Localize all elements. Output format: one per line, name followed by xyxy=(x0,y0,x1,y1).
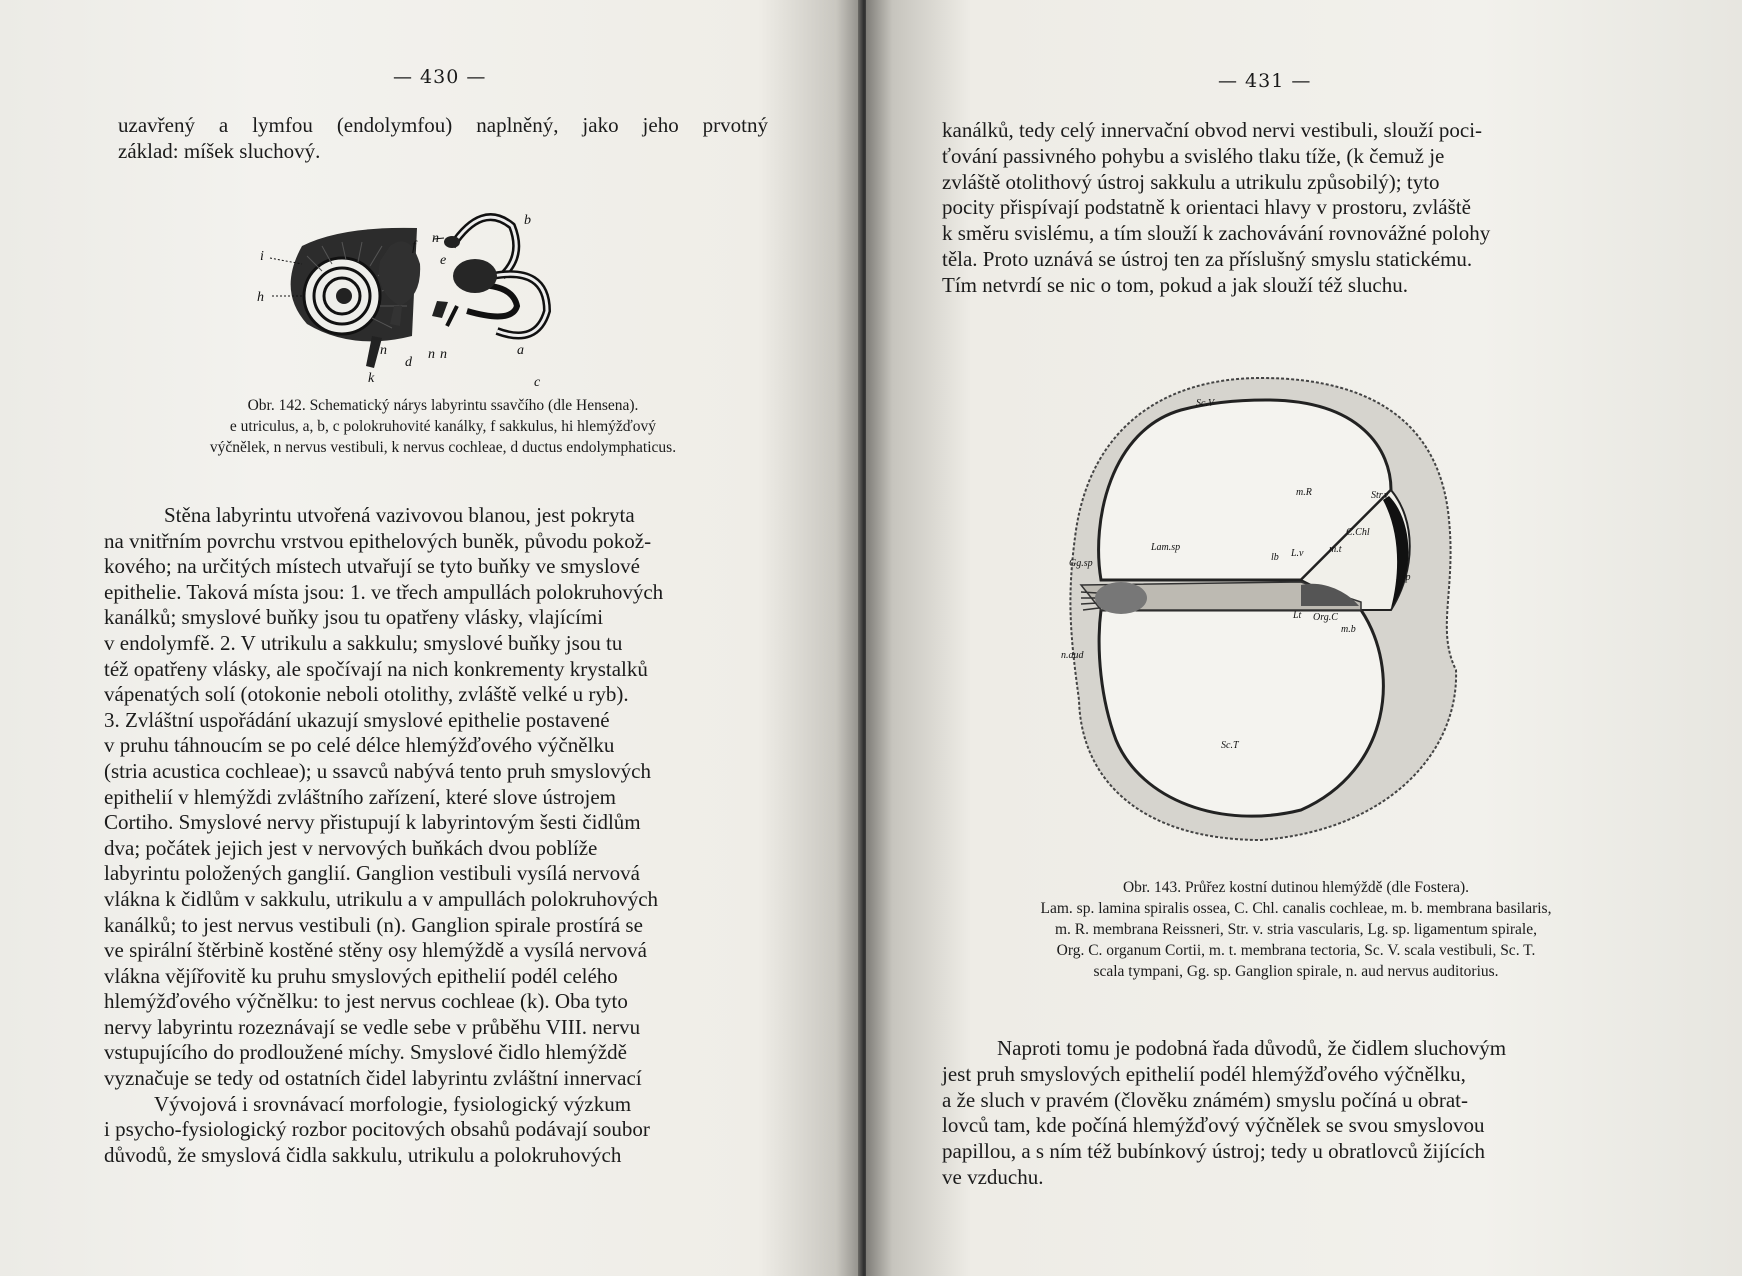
page-number: — 431 — xyxy=(1218,70,1312,92)
body-paragraph xyxy=(942,1036,1602,1191)
text-line: Naproti tomu je podobná řada důvodů, že čidlem sluchovým xyxy=(997,1036,1507,1060)
fig-label: Sc.V xyxy=(1196,398,1215,409)
fig-label: m.R xyxy=(1296,487,1312,498)
text-line: ťování passivného pohybu a svislého tlaku tíže, (k čemuž je xyxy=(942,143,1445,168)
text-line: vyznačuje se tedy od ostatních čidel labyrintu zvláštní innervací xyxy=(104,1066,642,1091)
text-line: vstupujícího do prodloužené míchy. Smyslové čidlo hlemýždě xyxy=(104,1040,627,1065)
fig-label: lb xyxy=(1271,552,1279,563)
text-line: na vnitřním povrchu vrstvou epithelových buněk, původu pokož- xyxy=(104,528,652,553)
caption-line: Obr. 143. Průřez kostní dutinou hlemýždě (dle Fostera). xyxy=(1122,879,1470,896)
fig-label: Lsp xyxy=(1396,572,1411,583)
text-line: epithelie. Taková místa jsou: 1. ve třech ampullách polokruhových xyxy=(104,579,664,604)
text-line: i psycho-fysiologický rozbor pocitových obsahů podávají soubor xyxy=(104,1117,650,1142)
text-line: základ: míšek sluchový. xyxy=(118,138,321,163)
text-line: 3. Zvláštní uspořádání ukazují smyslové epithelie postavené xyxy=(104,707,610,732)
caption-line: scala tympani, Gg. sp. Ganglion spirale, n. aud nervus auditorius. xyxy=(1093,963,1499,980)
fig-label: b xyxy=(524,213,531,228)
fig-label: n.aud xyxy=(1061,650,1084,661)
figure-143-cochlea-section xyxy=(1061,370,1471,850)
caption-line: výčnělek, n nervus vestibuli, k nervus cochleae, d ductus endolymphaticus. xyxy=(209,439,677,456)
fig-label: L.v xyxy=(1291,548,1304,559)
text-line: vlákna vějířovitě ku pruhu smyslových epithelií podél celého xyxy=(104,963,618,988)
fig-label: a xyxy=(517,343,524,358)
fig-label: n xyxy=(380,343,387,358)
fig-label: Sc.T xyxy=(1221,740,1239,751)
text-line: v endolymfě. 2. V utrikulu a sakkulu; smyslové buňky jsou tu xyxy=(104,630,623,655)
text-line: dva; počátek jejich jest v nervových buňkách dvou poblíže xyxy=(104,835,598,860)
fig-label: n xyxy=(440,347,447,362)
text-line: epithelií v hlemýždi zvláštního zařízení, které slove ústrojem xyxy=(104,784,617,809)
text-line: v pruhu táhnoucím se po celé délce hlemýžďového výčnělku xyxy=(104,733,615,758)
text-line: kanálků; to jest nervus vestibuli (n). Ganglion spirale prostírá se xyxy=(104,912,643,937)
fig-label: i xyxy=(260,249,264,264)
figure-142-labyrinth xyxy=(257,206,622,394)
text-line: uzavřený a lymfou (endolymfou) naplněný, jako jeho prvotný xyxy=(118,113,768,137)
caption-line: e utriculus, a, b, c polokruhovité kanálky, f sakkulus, hi hlemýžďový xyxy=(229,418,657,435)
text-line: Tím netvrdí se nic o tom, pokud a jak slouží též sluchu. xyxy=(942,272,1408,297)
text-line: těla. Proto uznává se ústroj ten za příslušný smyslu statickému. xyxy=(942,246,1473,271)
text-line: papillou, a s ním též bubínkový ústroj; tedy u obratlovců žijících xyxy=(942,1139,1485,1164)
text-line: (stria acustica cochleae); u ssavců nabývá tento pruh smyslových xyxy=(104,758,651,783)
text-line: vlákna k čidlům v sakkulu, utrikulu a v ampullách polokruhových xyxy=(104,886,659,911)
fig-label: c xyxy=(534,375,541,390)
text-line: nervy labyrintu rozeznávají se vedle sebe v průběhu VIII. nervu xyxy=(104,1014,641,1039)
fig-label: e xyxy=(440,253,447,268)
text-line: Cortiho. Smyslové nervy přistupují k labyrintovým šesti čidlům xyxy=(104,810,641,835)
fig-label: Gg.sp xyxy=(1069,558,1093,569)
fig-label: Str.v xyxy=(1371,490,1389,501)
fig-label: k xyxy=(368,371,375,386)
fig-label: d xyxy=(405,355,412,370)
text-line: důvodů, že smyslová čidla sakkulu, utrikulu a polokruhových xyxy=(104,1142,622,1167)
text-line: hlemýžďového výčnělku: to jest nervus cochleae (k). Oba tyto xyxy=(104,989,628,1014)
intro-paragraph xyxy=(118,113,768,164)
fig-label: n xyxy=(428,347,435,362)
intro-paragraph xyxy=(942,118,1592,299)
text-line: kanálků; smyslové buňky jsou tu opatřeny vlásky, vlajícími xyxy=(104,605,604,630)
text-line: jest pruh smyslových epithelií podél hlemýžďového výčnělku, xyxy=(942,1061,1466,1086)
text-line: pocity přispívají podstatně k orientaci hlavy v prostoru, zvláště xyxy=(942,195,1471,220)
fig-label: f xyxy=(412,239,416,254)
cochlea-cross-section xyxy=(1061,370,1471,850)
text-line: Stěna labyrintu utvořená vazivovou blanou, jest pokryta xyxy=(164,503,635,527)
text-line: vápenatých solí (otokonie neboli otolithy, zvláště velké u ryb). xyxy=(104,682,629,707)
caption-line: Obr. 142. Schematický nárys labyrintu ssavčího (dle Hensena). xyxy=(247,397,639,414)
text-line: k směru svislému, a tím slouží k zachovávání rovnovážné polohy xyxy=(942,221,1491,246)
text-line: zvláště otolithový ústroj sakkulu a utrikulu způsobilý); tyto xyxy=(942,169,1440,194)
fig-label: C.Chl xyxy=(1346,527,1370,538)
text-line: kanálků, tedy celý innervační obvod nervi vestibuli, slouží poci- xyxy=(942,118,1483,142)
fig-label: Lt xyxy=(1293,610,1302,621)
text-line: labyrintu položených ganglií. Ganglion vestibuli vysílá nervová xyxy=(104,861,640,886)
right-page xyxy=(866,0,1742,1276)
fig-label: m.t xyxy=(1329,544,1342,555)
figure-143-caption xyxy=(926,877,1666,982)
text-line: lovců tam, kde počíná hlemýžďový výčnělek se svou smyslovou xyxy=(942,1113,1485,1138)
left-page xyxy=(0,0,862,1276)
caption-line: m. R. membrana Reissneri, Str. v. stria vascularis, Lg. sp. ligamentum spirale, xyxy=(1055,921,1537,938)
text-line: a že sluch v pravém (člověku známém) smyslu počíná u obrat- xyxy=(942,1087,1468,1112)
fig-label: h xyxy=(257,290,264,305)
figure-142-caption xyxy=(108,395,778,458)
fig-label: Lam.sp xyxy=(1151,542,1181,553)
text-line: ve vzduchu. xyxy=(942,1164,1044,1189)
body-paragraph xyxy=(104,503,764,1168)
caption-line: Lam. sp. lamina spiralis ossea, C. Chl. canalis cochleae, m. b. membrana basilaris, xyxy=(1040,900,1552,917)
text-line: Vývojová i srovnávací morfologie, fysiologický výzkum xyxy=(154,1091,632,1116)
text-line: též opatřeny vlásky, ale spočívají na nich konkrementy krystalků xyxy=(104,656,648,681)
page-number: — 430 — xyxy=(393,66,487,88)
caption-line: Org. C. organum Cortii, m. t. membrana tectoria, Sc. V. scala vestibuli, Sc. T. xyxy=(1056,942,1536,959)
text-line: ve spirální štěrbině kostěné stěny osy hlemýždě a vysílá nervová xyxy=(104,938,647,963)
fig-label: Org.C xyxy=(1313,612,1338,623)
text-line: kového; na určitých místech utvařují se tyto buňky ve smyslové xyxy=(104,554,640,579)
fig-label: m.b xyxy=(1341,624,1356,635)
labyrinth-diagram xyxy=(257,206,622,394)
fig-label: n xyxy=(432,231,439,246)
